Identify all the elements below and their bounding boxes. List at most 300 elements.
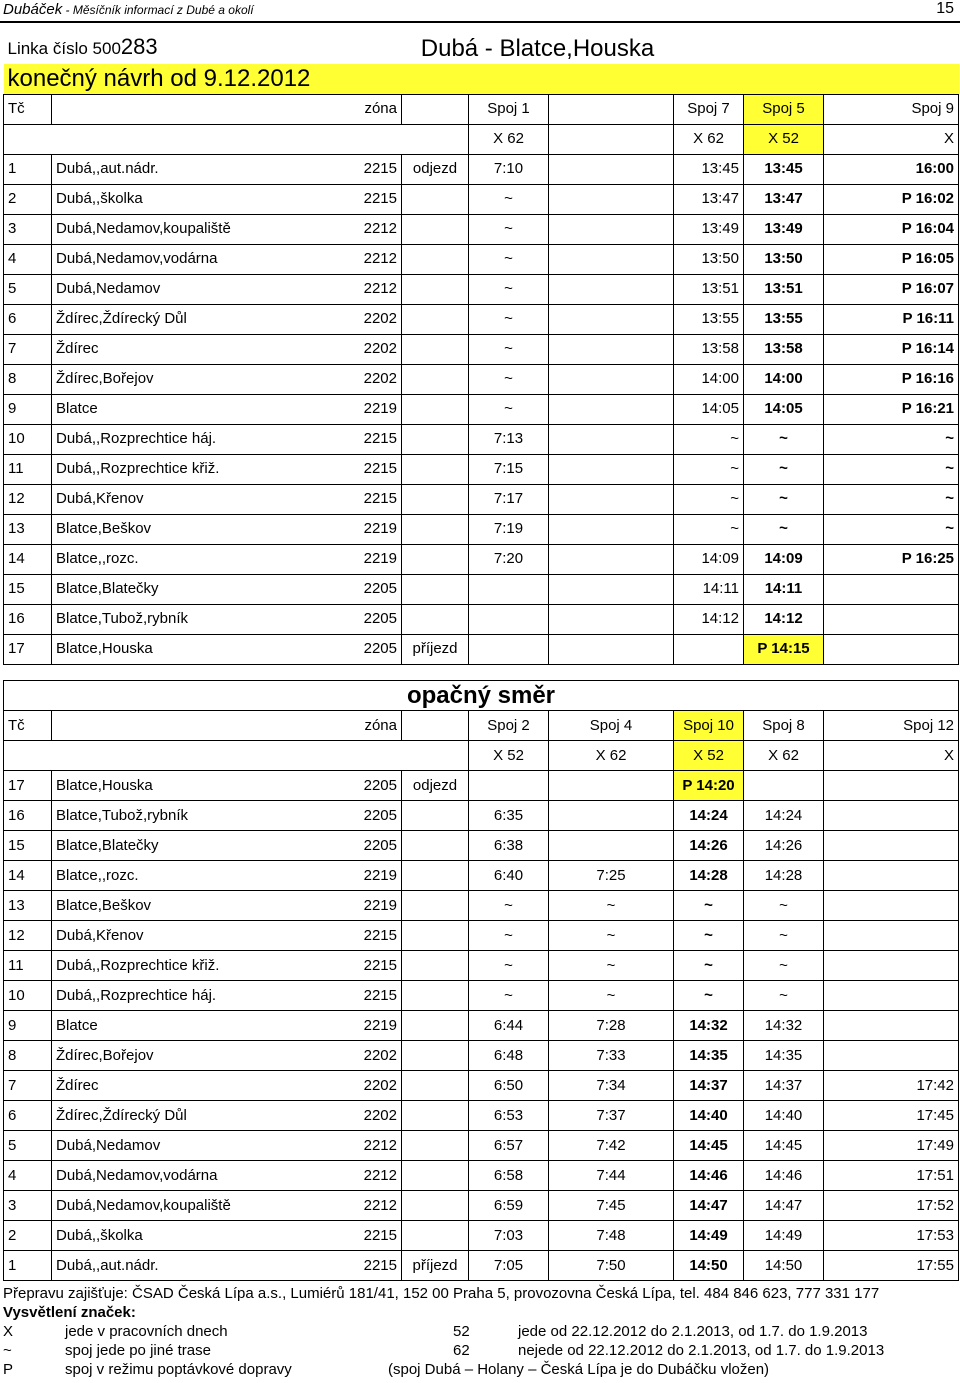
time-spoj-4: 13:45 <box>744 154 824 184</box>
time-spoj-1: 6:59 <box>469 1191 549 1221</box>
time-spoj-5 <box>824 1041 959 1071</box>
stop-zone: 2215 <box>332 154 402 184</box>
stop-number: 12 <box>4 484 52 514</box>
stop-note <box>402 951 469 981</box>
stop-zone: 2202 <box>332 1041 402 1071</box>
time-spoj-5: P 16:21 <box>824 394 959 424</box>
stop-row <box>4 1161 959 1191</box>
time-spoj-1: ~ <box>469 981 549 1011</box>
time-spoj-5: P 16:11 <box>824 304 959 334</box>
stop-row <box>4 1041 959 1071</box>
time-spoj-5 <box>824 574 959 604</box>
time-spoj-2 <box>549 214 674 244</box>
stop-number: 12 <box>4 921 52 951</box>
stop-name: Dubá,,aut.nádr. <box>52 154 332 184</box>
time-spoj-3: 14:09 <box>674 544 744 574</box>
stop-number: 9 <box>4 394 52 424</box>
stop-name: Dubá,Křenov <box>52 484 332 514</box>
time-spoj-1: 6:40 <box>469 861 549 891</box>
time-spoj-5 <box>824 831 959 861</box>
time-spoj-3: 14:11 <box>674 574 744 604</box>
stop-zone: 2205 <box>332 831 402 861</box>
stop-number: 17 <box>4 771 52 801</box>
stop-number: 3 <box>4 1191 52 1221</box>
legend-code-text: jede od 22.12.2012 do 2.1.2013, od 1.7. do 1.9.2013 <box>518 1323 868 1340</box>
time-spoj-2: 7:25 <box>549 861 674 891</box>
stop-zone: 2215 <box>332 424 402 454</box>
stop-number: 11 <box>4 951 52 981</box>
stop-number: 5 <box>4 274 52 304</box>
stop-row <box>4 394 959 424</box>
time-spoj-4: 14:00 <box>744 364 824 394</box>
line-number: 283 <box>120 34 158 59</box>
stop-row <box>4 304 959 334</box>
stop-zone: 2212 <box>332 1161 402 1191</box>
time-spoj-5: 17:45 <box>824 1101 959 1131</box>
legend-item <box>3 1322 958 1341</box>
time-spoj-1: ~ <box>469 891 549 921</box>
time-spoj-3: ~ <box>674 424 744 454</box>
time-spoj-3: 14:12 <box>674 604 744 634</box>
stop-name: Ždírec,Bořejov <box>52 1041 332 1071</box>
stop-number: 9 <box>4 1011 52 1041</box>
time-spoj-1: 6:57 <box>469 1131 549 1161</box>
time-spoj-1: ~ <box>469 184 549 214</box>
time-spoj-1: ~ <box>469 334 549 364</box>
page-footer <box>3 1284 958 1379</box>
time-spoj-5: 17:55 <box>824 1251 959 1281</box>
stop-number: 6 <box>4 304 52 334</box>
header-blank <box>52 711 332 741</box>
stop-number: 15 <box>4 574 52 604</box>
stop-zone: 2219 <box>332 514 402 544</box>
time-spoj-2 <box>549 394 674 424</box>
stop-row <box>4 861 959 891</box>
time-spoj-3: 13:51 <box>674 274 744 304</box>
time-spoj-1: 7:15 <box>469 454 549 484</box>
time-spoj-2: 7:45 <box>549 1191 674 1221</box>
legend-item <box>3 1360 958 1379</box>
stop-name: Ždírec,Bořejov <box>52 364 332 394</box>
stop-name: Ždírec,Ždírecký Důl <box>52 304 332 334</box>
header-zona: zóna <box>332 94 402 124</box>
stop-zone: 2205 <box>332 771 402 801</box>
time-spoj-4: 14:47 <box>744 1191 824 1221</box>
legend-code-text: nejede od 22.12.2012 do 2.1.2013, od 1.7. do 1.9.2013 <box>518 1342 885 1359</box>
time-spoj-2: 7:50 <box>549 1251 674 1281</box>
stop-name: Ždírec <box>52 1071 332 1101</box>
stop-note <box>402 1101 469 1131</box>
route-name: Dubá - Blatce,Houska <box>420 34 655 62</box>
stop-row <box>4 1131 959 1161</box>
stop-number: 1 <box>4 154 52 184</box>
stop-zone: 2212 <box>332 274 402 304</box>
time-spoj-1 <box>469 771 549 801</box>
stop-note <box>402 1191 469 1221</box>
time-spoj-5: P 16:04 <box>824 214 959 244</box>
time-spoj-4 <box>744 771 824 801</box>
stop-note <box>402 1041 469 1071</box>
time-spoj-4: 13:47 <box>744 184 824 214</box>
line-number-cell <box>4 33 332 64</box>
time-spoj-1: 7:19 <box>469 514 549 544</box>
time-spoj-3: 14:50 <box>674 1251 744 1281</box>
stop-row <box>4 604 959 634</box>
stop-zone: 2212 <box>332 1131 402 1161</box>
stop-zone: 2215 <box>332 981 402 1011</box>
stop-number: 2 <box>4 1221 52 1251</box>
opposite-direction-title: opačný směr <box>4 681 959 711</box>
header-divider <box>0 21 960 23</box>
final-note-row <box>4 64 959 94</box>
legend-symbol: ~ <box>3 1342 12 1359</box>
stop-name: Dubá,Nedamov,vodárna <box>52 244 332 274</box>
codes-blank <box>4 741 469 771</box>
time-spoj-4: ~ <box>744 891 824 921</box>
stop-note <box>402 274 469 304</box>
stop-note: odjezd <box>402 154 469 184</box>
stop-row <box>4 891 959 921</box>
stop-note <box>402 891 469 921</box>
time-spoj-5: P 16:14 <box>824 334 959 364</box>
header-spoj-4: Spoj 5 <box>744 94 824 124</box>
time-spoj-4: ~ <box>744 484 824 514</box>
time-spoj-4: 14:05 <box>744 394 824 424</box>
title-separator: - <box>62 3 73 17</box>
stop-name: Blatce,Houska <box>52 771 332 801</box>
stop-name: Dubá,,Rozprechtice křiž. <box>52 454 332 484</box>
time-spoj-1: 7:20 <box>469 544 549 574</box>
stop-zone: 2202 <box>332 304 402 334</box>
header-tc: Tč <box>4 94 52 124</box>
stop-row <box>4 574 959 604</box>
column-header-row <box>4 711 959 741</box>
header-spoj-3: Spoj 7 <box>674 94 744 124</box>
legend-symbol: P <box>3 1361 14 1378</box>
time-spoj-4: 14:24 <box>744 801 824 831</box>
time-spoj-5: P 16:02 <box>824 184 959 214</box>
time-spoj-3: 14:00 <box>674 364 744 394</box>
header-spoj-5: Spoj 12 <box>824 711 959 741</box>
time-spoj-1: ~ <box>469 951 549 981</box>
header-zona: zóna <box>332 711 402 741</box>
header-blank <box>52 94 332 124</box>
time-spoj-1: 6:50 <box>469 1071 549 1101</box>
time-spoj-3: 13:50 <box>674 244 744 274</box>
stop-name: Ždírec,Ždírecký Důl <box>52 1101 332 1131</box>
time-spoj-4: 14:45 <box>744 1131 824 1161</box>
time-spoj-3: 14:40 <box>674 1101 744 1131</box>
time-spoj-5: P 16:05 <box>824 244 959 274</box>
stop-note <box>402 1131 469 1161</box>
stop-note <box>402 574 469 604</box>
legend-item <box>3 1341 958 1360</box>
stop-name: Blatce,Houska <box>52 634 332 664</box>
time-spoj-5: 17:53 <box>824 1221 959 1251</box>
stop-zone: 2219 <box>332 394 402 424</box>
time-spoj-1: 6:48 <box>469 1041 549 1071</box>
header-spoj-2 <box>549 94 674 124</box>
time-spoj-3: 13:47 <box>674 184 744 214</box>
stop-zone: 2212 <box>332 1191 402 1221</box>
time-spoj-2 <box>549 544 674 574</box>
time-spoj-4: 14:35 <box>744 1041 824 1071</box>
stop-name: Blatce,Tubož,rybník <box>52 801 332 831</box>
stop-row <box>4 1221 959 1251</box>
stop-note <box>402 1221 469 1251</box>
stop-zone: 2215 <box>332 484 402 514</box>
stop-row <box>4 214 959 244</box>
header-spoj-5: Spoj 9 <box>824 94 959 124</box>
stop-row <box>4 634 959 664</box>
stop-zone: 2202 <box>332 364 402 394</box>
stop-name: Blatce,,rozc. <box>52 861 332 891</box>
stop-number: 6 <box>4 1101 52 1131</box>
time-spoj-2 <box>549 484 674 514</box>
stop-row <box>4 484 959 514</box>
header-spoj-1: Spoj 1 <box>469 94 549 124</box>
time-spoj-5: ~ <box>824 424 959 454</box>
stop-name: Dubá,Nedamov,koupaliště <box>52 214 332 244</box>
stop-number: 4 <box>4 1161 52 1191</box>
time-spoj-3: 14:49 <box>674 1221 744 1251</box>
stop-row <box>4 801 959 831</box>
time-spoj-5 <box>824 951 959 981</box>
stop-name: Blatce <box>52 1011 332 1041</box>
time-spoj-5 <box>824 861 959 891</box>
stop-note <box>402 1011 469 1041</box>
stop-note <box>402 861 469 891</box>
time-spoj-5 <box>824 771 959 801</box>
time-spoj-4: ~ <box>744 454 824 484</box>
time-spoj-3: 13:58 <box>674 334 744 364</box>
stop-zone: 2202 <box>332 1071 402 1101</box>
stop-name: Blatce,Beškov <box>52 891 332 921</box>
time-spoj-3: ~ <box>674 891 744 921</box>
legend-code-text: (spoj Dubá – Holany – Česká Lípa je do Dubáčku vložen) <box>388 1361 770 1378</box>
time-spoj-5 <box>824 634 959 664</box>
stop-number: 17 <box>4 634 52 664</box>
time-spoj-4: 13:51 <box>744 274 824 304</box>
time-spoj-3: 14:05 <box>674 394 744 424</box>
stop-note <box>402 604 469 634</box>
time-spoj-3: ~ <box>674 921 744 951</box>
stop-zone: 2215 <box>332 184 402 214</box>
code-spoj-2 <box>549 124 674 154</box>
time-spoj-2 <box>549 514 674 544</box>
time-spoj-2: ~ <box>549 981 674 1011</box>
page-header <box>0 0 960 22</box>
stop-number: 7 <box>4 1071 52 1101</box>
time-spoj-4: P 14:15 <box>744 634 824 664</box>
stop-note <box>402 454 469 484</box>
stop-note: odjezd <box>402 771 469 801</box>
stop-number: 8 <box>4 364 52 394</box>
time-spoj-3: ~ <box>674 514 744 544</box>
time-spoj-1: 6:58 <box>469 1161 549 1191</box>
time-spoj-1: 7:17 <box>469 484 549 514</box>
stop-row <box>4 184 959 214</box>
time-spoj-4: 14:12 <box>744 604 824 634</box>
legend-text: jede v pracovních dnech <box>65 1323 228 1340</box>
stop-row <box>4 921 959 951</box>
stop-row <box>4 334 959 364</box>
stop-name: Dubá,Nedamov <box>52 274 332 304</box>
time-spoj-5: P 16:25 <box>824 544 959 574</box>
time-spoj-4: 13:58 <box>744 334 824 364</box>
time-spoj-2: 7:44 <box>549 1161 674 1191</box>
time-spoj-4: 14:32 <box>744 1011 824 1041</box>
stop-number: 10 <box>4 424 52 454</box>
stop-note: příjezd <box>402 1251 469 1281</box>
time-spoj-5 <box>824 921 959 951</box>
stop-note <box>402 484 469 514</box>
stop-row <box>4 1251 959 1281</box>
publication-title <box>3 0 254 19</box>
stop-row <box>4 981 959 1011</box>
time-spoj-3: 14:37 <box>674 1071 744 1101</box>
time-spoj-4: 13:49 <box>744 214 824 244</box>
stop-number: 16 <box>4 604 52 634</box>
time-spoj-2 <box>549 244 674 274</box>
line-header-row <box>4 33 959 64</box>
legend-code: 52 <box>453 1323 470 1340</box>
stop-name: Blatce,Blatečky <box>52 831 332 861</box>
time-spoj-1: ~ <box>469 274 549 304</box>
stop-zone: 2205 <box>332 604 402 634</box>
stop-name: Blatce,Blatečky <box>52 574 332 604</box>
time-spoj-2: ~ <box>549 921 674 951</box>
code-spoj-3: X 52 <box>674 741 744 771</box>
stop-row <box>4 514 959 544</box>
stop-number: 15 <box>4 831 52 861</box>
timetable-direction-1 <box>3 33 959 665</box>
stop-zone: 2202 <box>332 334 402 364</box>
time-spoj-5: ~ <box>824 454 959 484</box>
time-spoj-1: ~ <box>469 921 549 951</box>
stop-name: Blatce,Tubož,rybník <box>52 604 332 634</box>
time-spoj-3: 14:47 <box>674 1191 744 1221</box>
stop-name: Dubá,Nedamov <box>52 1131 332 1161</box>
stop-name: Ždírec <box>52 334 332 364</box>
stop-row <box>4 424 959 454</box>
stop-zone: 2212 <box>332 214 402 244</box>
time-spoj-3: P 14:20 <box>674 771 744 801</box>
time-spoj-1: 6:44 <box>469 1011 549 1041</box>
time-spoj-3: 13:55 <box>674 304 744 334</box>
time-spoj-2 <box>549 304 674 334</box>
time-spoj-2 <box>549 574 674 604</box>
time-spoj-1: 7:05 <box>469 1251 549 1281</box>
time-spoj-2: 7:33 <box>549 1041 674 1071</box>
stop-number: 13 <box>4 891 52 921</box>
code-spoj-1: X 52 <box>469 741 549 771</box>
stop-name: Blatce,Beškov <box>52 514 332 544</box>
stop-note <box>402 1071 469 1101</box>
stop-note <box>402 394 469 424</box>
time-spoj-5 <box>824 981 959 1011</box>
stop-note <box>402 1161 469 1191</box>
stop-number: 11 <box>4 454 52 484</box>
stop-name: Blatce,,rozc. <box>52 544 332 574</box>
legend <box>3 1322 958 1379</box>
time-spoj-1 <box>469 634 549 664</box>
time-spoj-2 <box>549 801 674 831</box>
time-spoj-5: P 16:16 <box>824 364 959 394</box>
time-spoj-3: 13:49 <box>674 214 744 244</box>
time-spoj-4: ~ <box>744 951 824 981</box>
stop-row <box>4 454 959 484</box>
stop-number: 8 <box>4 1041 52 1071</box>
legend-text: spoj v režimu poptávkové dopravy <box>65 1361 292 1378</box>
column-header-row <box>4 94 959 124</box>
stop-note <box>402 364 469 394</box>
header-spoj-3: Spoj 10 <box>674 711 744 741</box>
carrier-info: Přepravu zajišťuje: ČSAD Česká Lípa a.s., Lumiérů 181/41, 152 00 Praha 5, provozovna Česká Lípa, tel. 484 846 623, 777 331 177 <box>3 1285 880 1302</box>
stop-number: 7 <box>4 334 52 364</box>
stop-name: Blatce <box>52 394 332 424</box>
time-spoj-4: 14:37 <box>744 1071 824 1101</box>
stop-name: Dubá,,školka <box>52 184 332 214</box>
code-spoj-5: X <box>824 741 959 771</box>
stop-row <box>4 364 959 394</box>
stop-note <box>402 981 469 1011</box>
time-spoj-1: 6:38 <box>469 831 549 861</box>
stop-row <box>4 274 959 304</box>
time-spoj-4: 14:50 <box>744 1251 824 1281</box>
time-spoj-2 <box>549 771 674 801</box>
time-spoj-5: 17:52 <box>824 1191 959 1221</box>
stop-number: 13 <box>4 514 52 544</box>
stop-number: 14 <box>4 861 52 891</box>
time-spoj-2: 7:34 <box>549 1071 674 1101</box>
stop-row <box>4 831 959 861</box>
time-spoj-3 <box>674 634 744 664</box>
stop-note <box>402 304 469 334</box>
time-spoj-5: ~ <box>824 484 959 514</box>
time-spoj-2 <box>549 424 674 454</box>
time-spoj-5: 17:51 <box>824 1161 959 1191</box>
header-tc: Tč <box>4 711 52 741</box>
time-spoj-1 <box>469 574 549 604</box>
time-spoj-2 <box>549 454 674 484</box>
stop-row <box>4 1101 959 1131</box>
time-spoj-5: P 16:07 <box>824 274 959 304</box>
time-spoj-1: ~ <box>469 244 549 274</box>
direction-title-row <box>4 681 959 711</box>
stop-row <box>4 1071 959 1101</box>
time-spoj-2 <box>549 274 674 304</box>
time-spoj-3: 14:46 <box>674 1161 744 1191</box>
time-spoj-4: 14:49 <box>744 1221 824 1251</box>
timetable-direction-2 <box>3 680 959 1281</box>
time-spoj-4: 13:55 <box>744 304 824 334</box>
stop-number: 4 <box>4 244 52 274</box>
time-spoj-4: ~ <box>744 981 824 1011</box>
code-spoj-5: X <box>824 124 959 154</box>
time-spoj-5: ~ <box>824 514 959 544</box>
time-spoj-3: ~ <box>674 484 744 514</box>
time-spoj-3: ~ <box>674 981 744 1011</box>
time-spoj-3: 13:45 <box>674 154 744 184</box>
stop-note <box>402 801 469 831</box>
time-spoj-4: ~ <box>744 424 824 454</box>
time-spoj-3: ~ <box>674 951 744 981</box>
stop-number: 1 <box>4 1251 52 1281</box>
time-spoj-4: 13:50 <box>744 244 824 274</box>
time-spoj-3: 14:45 <box>674 1131 744 1161</box>
page-number: 15 <box>936 0 954 17</box>
